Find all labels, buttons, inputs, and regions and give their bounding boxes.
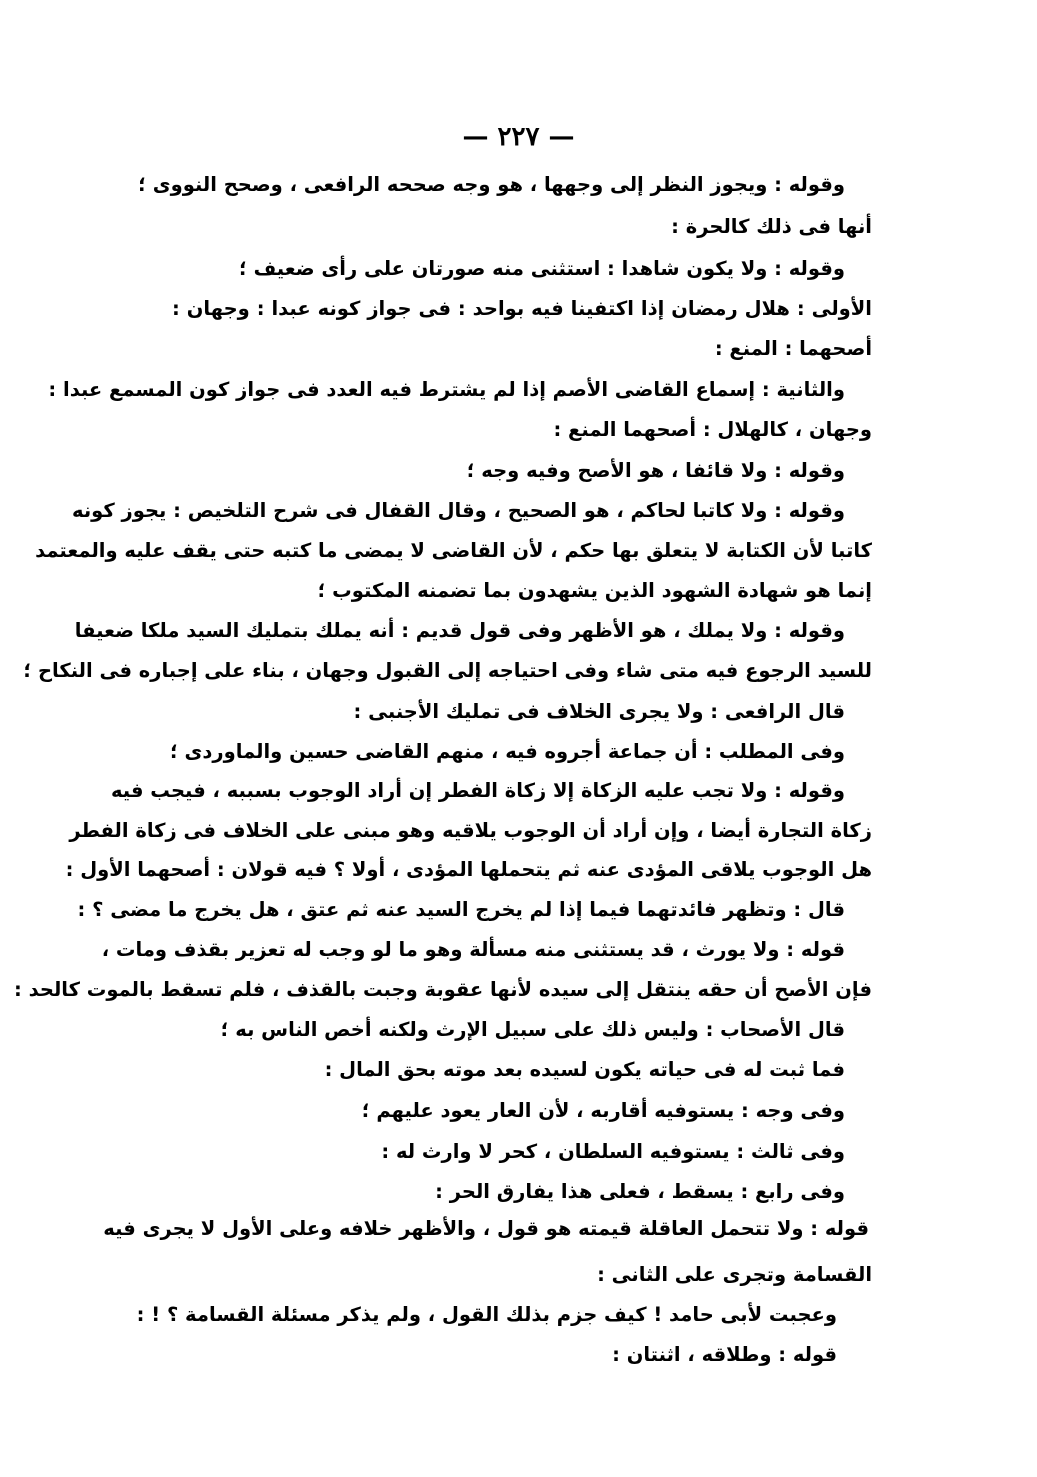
text-line: وفى المطلب : أن جماعة أجروه فيه ، منهم القاضى حسين والماوردى ؛ — [169, 740, 845, 763]
text-line: وجهان ، كالهلال : أصحهما المنع : — [553, 418, 872, 441]
text-line: هل الوجوب يلاقى المؤدى عنه ثم يتحملها المؤدى ، أولا ؟ فيه قولان : أصحهما الأول : — [65, 858, 872, 881]
text-line: قوله : ولا يورث ، قد يستثنى منه مسألة وهو ما لو وجب له تعزير بقذف ومات ، — [101, 938, 845, 961]
text-line: القسامة وتجرى على الثانى : — [597, 1263, 872, 1286]
text-line: الأولى : هلال رمضان إذا اكتفينا فيه بواحد : فى جواز كونه عبدا : وجهان : — [172, 297, 872, 320]
text-line: قال الأصحاب : وليس ذلك على سبيل الإرث ولكنه أخص الناس به ؛ — [220, 1018, 845, 1041]
text-line: أنها فى ذلك كالحرة : — [671, 215, 872, 238]
text-line: وقوله : ولا تجب عليه الزكاة إلا زكاة الفطر إن أراد الوجوب بسببه ، فيجب فيه — [110, 779, 845, 802]
text-line: قوله : وطلاقه ، اثنتان : — [612, 1343, 837, 1366]
text-line: والثانية : إسماع القاضى الأصم إذا لم يشترط فيه العدد فى جواز كون المسمع عبدا : — [48, 378, 845, 401]
text-line: وقوله : ولا يملك ، هو الأظهر وفى قول قديم : أنه يملك بتمليك السيد ملكا ضعيفا — [74, 619, 845, 642]
text-line: وفى رابع : يسقط ، فعلى هذا يفارق الحر : — [435, 1180, 845, 1203]
text-line: قال الرافعى : ولا يجرى الخلاف فى تمليك الأجنبى : — [353, 700, 845, 723]
text-line: وفى ثالث : يستوفيه السلطان ، كحر لا وارث له : — [381, 1140, 845, 1163]
text-line: إنما هو شهادة الشهود الذين يشهدون بما تضمنه المكتوب ؛ — [317, 579, 872, 602]
text-line: وقوله : ولا يكون شاهدا : استثنى منه صورتان على رأى ضعيف ؛ — [239, 257, 845, 280]
text-line: كاتبا لأن الكتابة لا يتعلق بها حكم ، لأن القاضى لا يمضى ما كتبه حتى يقف عليه والمعتمد — [35, 539, 872, 562]
text-line: وقوله : ولا كاتبا لحاكم ، هو الصحيح ، وقال القفال فى شرح التلخيص : يجوز كونه — [72, 499, 845, 522]
text-line: قوله : ولا تتحمل العاقلة قيمته هو قول ، والأظهر خلافه وعلى الأول لا يجرى فيه — [103, 1217, 869, 1240]
text-line: أصحهما : المنع : — [714, 337, 872, 360]
text-line: وقوله : ولا قائفا ، هو الأصح وفيه وجه ؛ — [466, 459, 845, 482]
text-line: فما ثبت له فى حياته يكون لسيده بعد موته بحق المال : — [324, 1058, 845, 1081]
text-line: وعجبت لأبى حامد ! كيف جزم بذلك القول ، ولم يذكر مسئلة القسامة ؟ ! : — [136, 1303, 837, 1326]
text-line: وفى وجه : يستوفيه أقاربه ، لأن العار يعود عليهم ؛ — [361, 1099, 845, 1122]
text-line: فإن الأصح أن حقه ينتقل إلى سيده لأنها عقوبة وجبت بالقذف ، فلم تسقط بالموت كالحد : — [14, 978, 872, 1001]
text-line: قال : وتظهر فائدتهما فيما إذا لم يخرج السيد عنه ثم عتق ، هل يخرج ما مضى ؟ : — [77, 898, 845, 921]
page-number: — ٢٢٧ — — [462, 122, 575, 152]
text-line: للسيد الرجوع فيه متى شاء وفى احتياجه إلى القبول وجهان ، بناء على إجباره فى النكاح ؛ — [23, 659, 872, 682]
text-line: زكاة التجارة أيضا ، وإن أراد أن الوجوب يلاقيه وهو مبنى على الخلاف فى زكاة الفطر — [69, 819, 872, 842]
text-line: وقوله : ويجوز النظر إلى وجهها ، هو وجه صححه الرافعى ، وصحح النووى ؛ — [138, 173, 845, 196]
